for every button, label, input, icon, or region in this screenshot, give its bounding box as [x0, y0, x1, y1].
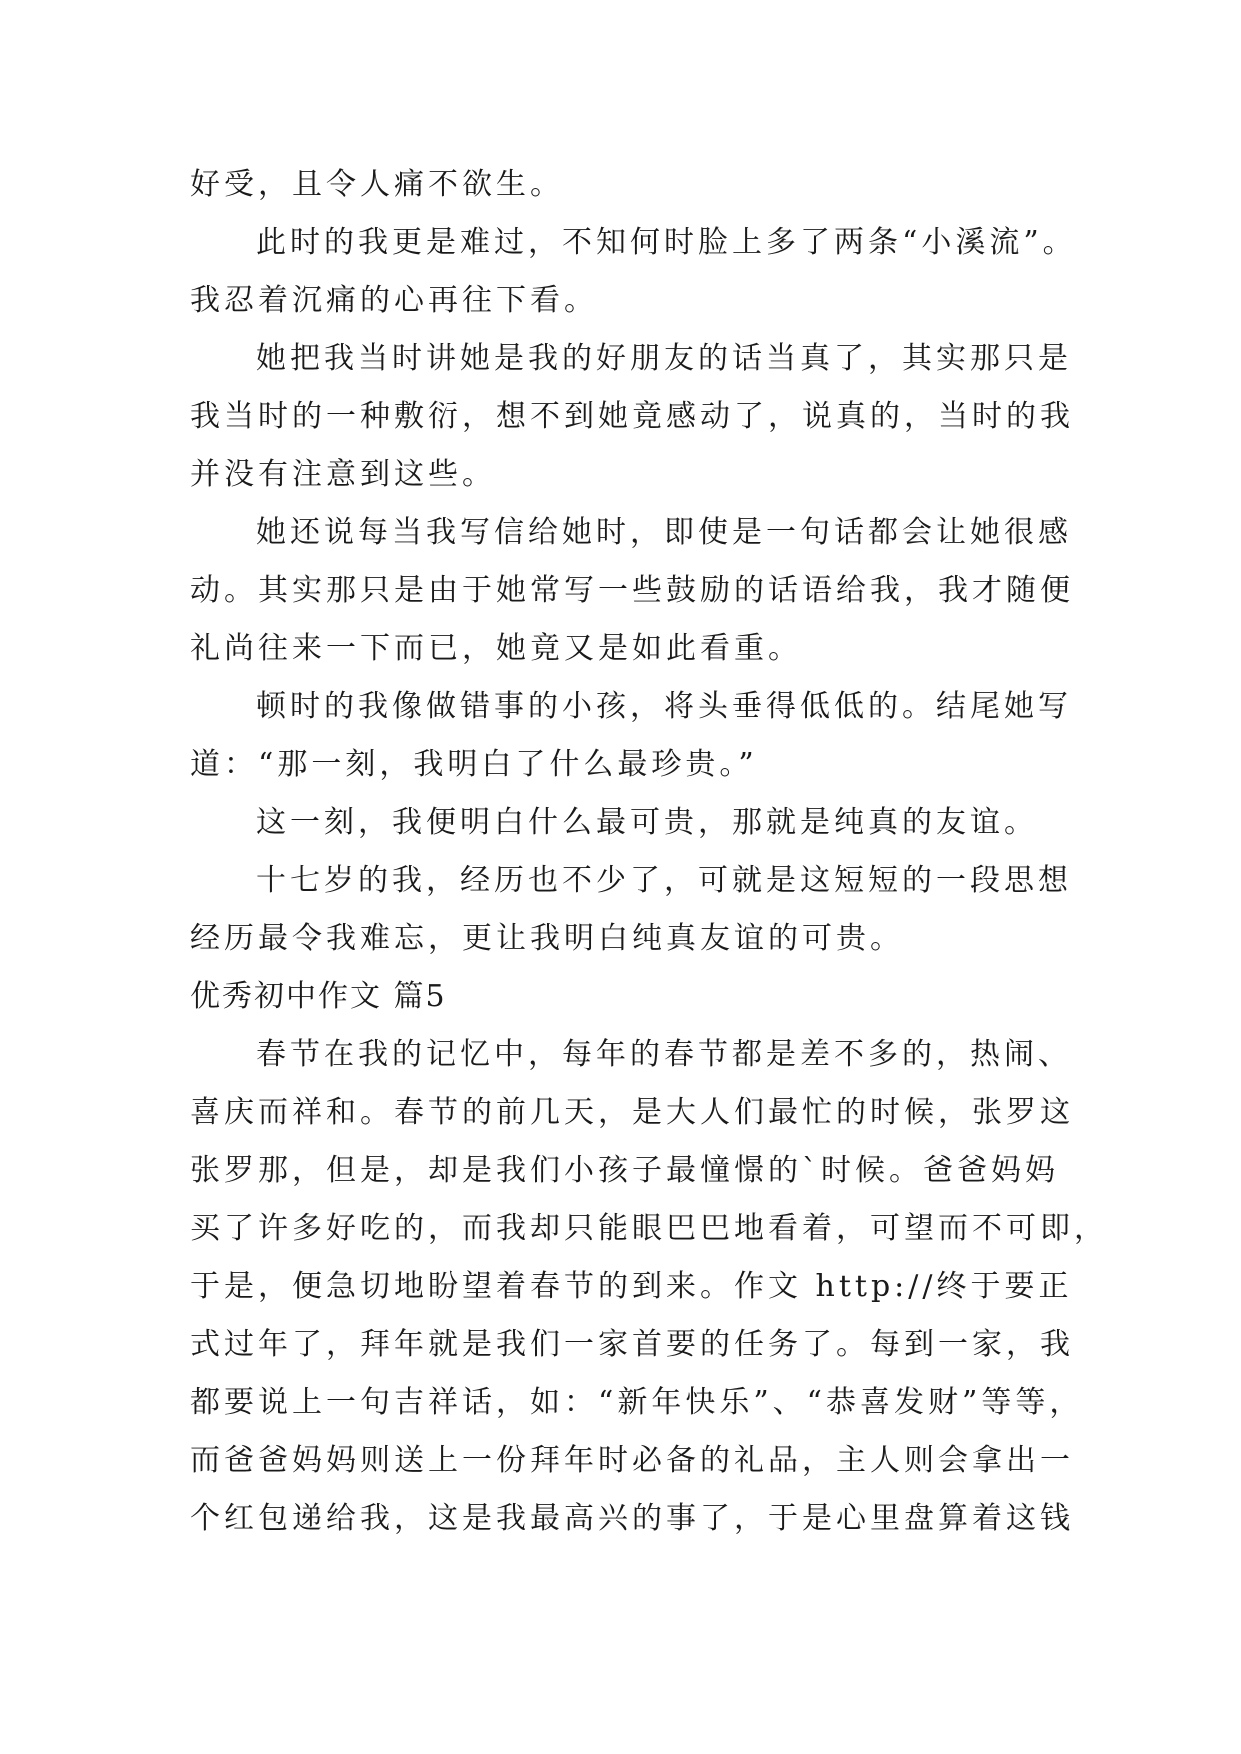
paragraph-line: 此时的我更是难过，不知何时脸上多了两条“小溪流”。 [256, 225, 1077, 260]
paragraph-line: 动。其实那只是由于她常写一些鼓励的话语给我，我才随便 [190, 573, 1074, 608]
paragraph-line: 都要说上一句吉祥话，如：“新年快乐”、“恭喜发财”等等， [190, 1385, 1084, 1420]
paragraph-line: 式过年了，拜年就是我们一家首要的任务了。每到一家，我 [190, 1327, 1074, 1362]
paragraph-line: 她还说每当我写信给她时，即使是一句话都会让她很感 [256, 515, 1072, 550]
paragraph-line: 喜庆而祥和。春节的前几天，是大人们最忙的时候，张罗这 [190, 1095, 1074, 1130]
paragraph-line: 张罗那，但是，却是我们小孩子最憧憬的`时候。爸爸妈妈 [190, 1153, 1059, 1188]
paragraph-line: 于是，便急切地盼望着春节的到来。作文 http://终于要正 [190, 1269, 1073, 1304]
paragraph-line: 而爸爸妈妈则送上一份拜年时必备的礼品，主人则会拿出一 [190, 1443, 1074, 1478]
paragraph-line: 买了许多好吃的，而我却只能眼巴巴地看着，可望而不可即， [190, 1211, 1108, 1246]
section-title: 优秀初中作文 篇5 [190, 979, 447, 1014]
paragraph-line: 并没有注意到这些。 [190, 457, 496, 492]
paragraph-line: 个红包递给我，这是我最高兴的事了，于是心里盘算着这钱 [190, 1501, 1074, 1536]
paragraph-line: 礼尚往来一下而已，她竟又是如此看重。 [190, 631, 802, 666]
paragraph-line: 好受，且令人痛不欲生。 [190, 167, 564, 202]
paragraph-line: 十七岁的我，经历也不少了，可就是这短短的一段思想 [256, 863, 1072, 898]
paragraph-line: 春节在我的记忆中，每年的春节都是差不多的，热闹、 [256, 1037, 1072, 1072]
document-page [190, 156, 1108, 1548]
paragraph-line: 我忍着沉痛的心再往下看。 [190, 283, 598, 318]
paragraph-line: 我当时的一种敷衍，想不到她竟感动了，说真的，当时的我 [190, 399, 1074, 434]
paragraph-line: 她把我当时讲她是我的好朋友的话当真了，其实那只是 [256, 341, 1072, 376]
paragraph-line: 这一刻，我便明白什么最可贵，那就是纯真的友谊。 [256, 805, 1038, 840]
paragraph-line: 经历最令我难忘，更让我明白纯真友谊的可贵。 [190, 921, 904, 956]
paragraph-line: 顿时的我像做错事的小孩，将头垂得低低的。结尾她写 [256, 689, 1072, 724]
paragraph-line: 道：“那一刻，我明白了什么最珍贵。” [190, 747, 758, 782]
